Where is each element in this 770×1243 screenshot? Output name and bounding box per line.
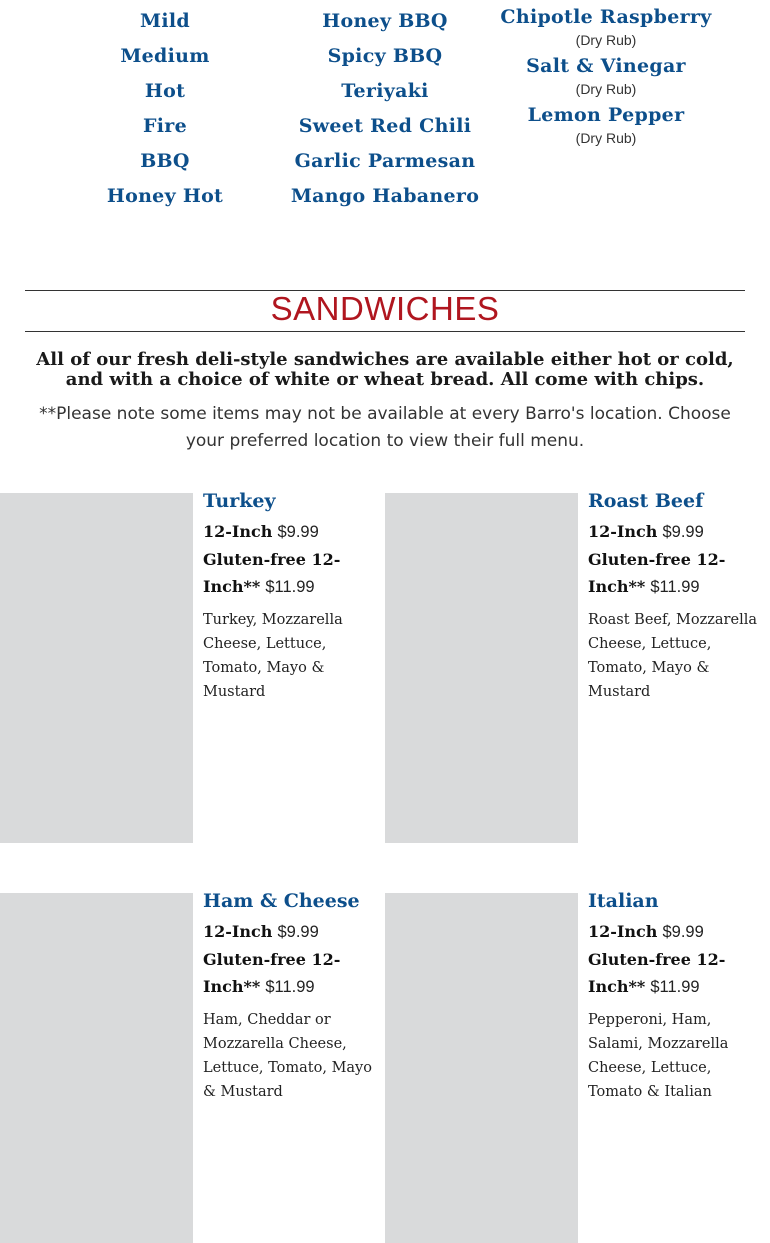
wing-flavors-column-1 xyxy=(65,4,265,214)
flavor-item: Sweet Red Chili xyxy=(298,115,472,137)
flavor-item: Salt & Vinegar xyxy=(526,55,686,77)
flavor-item: Mild xyxy=(140,10,190,32)
sandwich-name[interactable]: Ham & Cheese xyxy=(203,890,360,912)
flavor-item: Hot xyxy=(144,80,186,102)
price: $9.99 xyxy=(277,523,319,541)
price-gluten-free xyxy=(588,946,758,1001)
sandwich-description: Turkey, Mozzarella Cheese, Lettuce, Tomato, Mayo & Mustard xyxy=(203,612,343,700)
flavor-item: Medium xyxy=(120,45,210,67)
sandwich-image[interactable] xyxy=(0,493,193,843)
price: $11.99 xyxy=(650,578,700,596)
sandwich-image[interactable] xyxy=(385,893,578,1243)
size-label: Gluten-free 12-Inch** xyxy=(588,550,726,596)
price-gluten-free xyxy=(203,546,373,601)
flavor-item: Garlic Parmesan xyxy=(294,150,476,172)
size-label: 12-Inch xyxy=(203,922,273,941)
dry-rub-note: (Dry Rub) xyxy=(575,81,637,97)
price: $11.99 xyxy=(650,978,700,996)
dry-rub-note: (Dry Rub) xyxy=(575,32,637,48)
flavor-item: Mango Habanero xyxy=(290,185,480,207)
price-12-inch xyxy=(203,918,373,946)
price-12-inch xyxy=(588,518,758,546)
sandwich-name[interactable]: Roast Beef xyxy=(588,490,704,512)
sandwich-name[interactable]: Turkey xyxy=(203,490,276,512)
sandwich-card-ham-cheese xyxy=(203,890,373,1104)
size-label: 12-Inch xyxy=(588,922,658,941)
section-title: SANDWICHES xyxy=(270,290,500,327)
size-label: Gluten-free 12-Inch** xyxy=(588,950,726,996)
price: $11.99 xyxy=(265,978,315,996)
flavor-item: BBQ xyxy=(140,150,190,172)
flavor-item: Honey BBQ xyxy=(322,10,448,32)
price-gluten-free xyxy=(588,546,758,601)
flavor-item: Lemon Pepper xyxy=(527,104,685,126)
price: $11.99 xyxy=(265,578,315,596)
flavor-item: Fire xyxy=(142,115,187,137)
sandwich-name[interactable]: Italian xyxy=(588,890,659,912)
flavor-item: Teriyaki xyxy=(341,80,429,102)
flavor-item: Honey Hot xyxy=(106,185,224,207)
price-gluten-free xyxy=(203,946,373,1001)
price: $9.99 xyxy=(277,923,319,941)
price-12-inch xyxy=(203,518,373,546)
size-label: 12-Inch xyxy=(203,522,273,541)
flavor-item: Spicy BBQ xyxy=(327,45,443,67)
sandwich-image[interactable] xyxy=(385,493,578,843)
flavor-item: Chipotle Raspberry xyxy=(500,6,712,28)
size-label: 12-Inch xyxy=(588,522,658,541)
sandwich-description: Pepperoni, Ham, Salami, Mozzarella Cheese, Lettuce, Tomato & Italian xyxy=(588,1012,729,1100)
price: $9.99 xyxy=(662,523,704,541)
dry-rub-note: (Dry Rub) xyxy=(575,130,637,146)
availability-note: **Please note some items may not be available at every Barro's location. Choose your preferred location to view their full menu. xyxy=(39,404,731,451)
sandwich-card-italian xyxy=(588,890,758,1104)
sandwich-image[interactable] xyxy=(0,893,193,1243)
sandwich-description: Ham, Cheddar or Mozzarella Cheese, Lettuce, Tomato, Mayo & Mustard xyxy=(203,1012,372,1100)
price: $9.99 xyxy=(662,923,704,941)
sandwich-card-roast-beef xyxy=(588,490,758,704)
price-12-inch xyxy=(588,918,758,946)
size-label: Gluten-free 12-Inch** xyxy=(203,950,341,996)
divider-bottom xyxy=(25,331,745,332)
size-label: Gluten-free 12-Inch** xyxy=(203,550,341,596)
wing-flavors-column-2 xyxy=(275,4,495,214)
section-intro: All of our fresh deli-style sandwiches are available either hot or cold, and with a choice of white or wheat bread. All come with chips. xyxy=(36,349,734,390)
sandwich-description: Roast Beef, Mozzarella Cheese, Lettuce, Tomato, Mayo & Mustard xyxy=(588,612,757,700)
sandwich-card-turkey xyxy=(203,490,373,704)
wing-flavors-column-3 xyxy=(495,3,717,150)
